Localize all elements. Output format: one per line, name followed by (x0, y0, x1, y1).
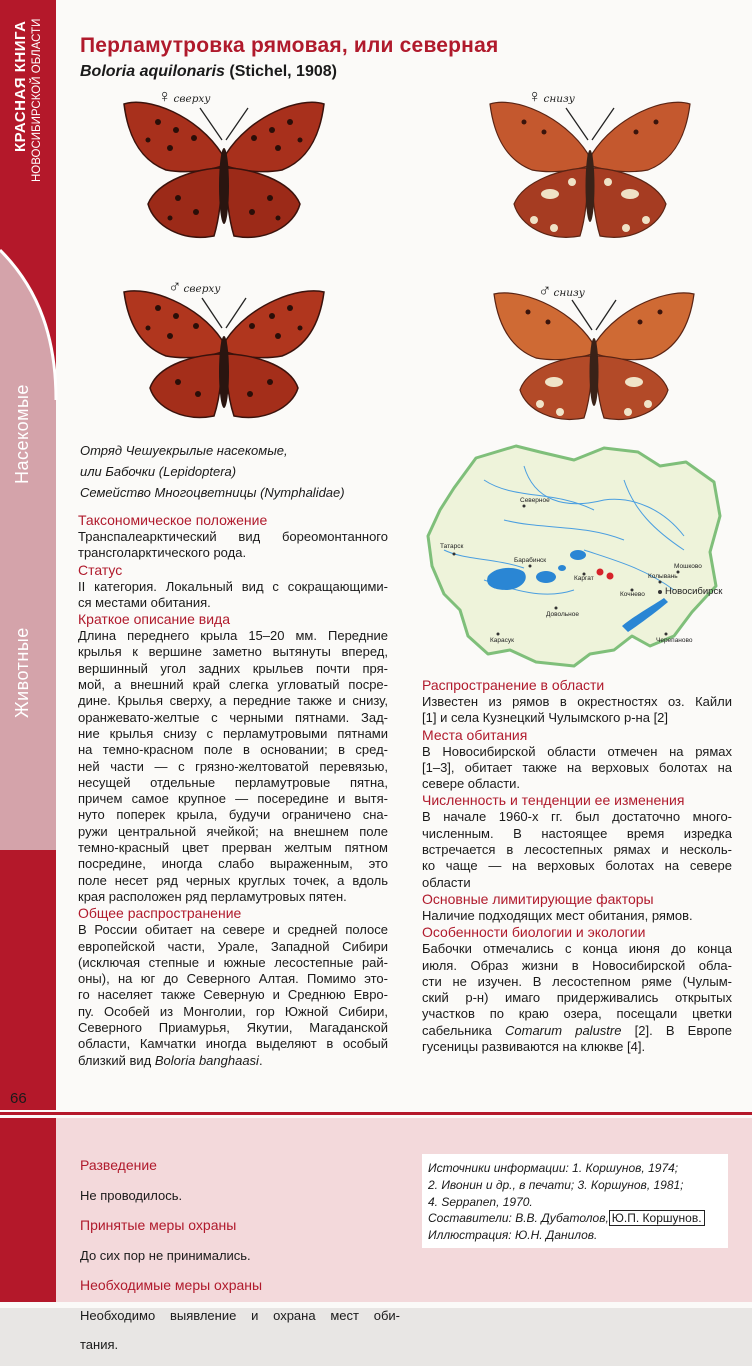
body-line: крылья к вершине заметно вытянуты вперед, (78, 644, 388, 660)
section-heading: Таксономическое положение (78, 512, 268, 528)
map-town: Татарск (440, 543, 464, 550)
figure-label-female-top: ♀ сверху (158, 86, 211, 106)
section-heading: Разведение (80, 1157, 157, 1173)
page-number: 66 (10, 1090, 27, 1107)
sources-box (422, 1154, 728, 1248)
taxonomy-line: Семейство Многоцветницы (Nymphalidae) (80, 485, 345, 500)
body-line: [1–3], обитает также на верховых болотах на (422, 759, 732, 775)
body-line: Известен из рямов в окрестностях оз. Кайли (422, 694, 732, 709)
body-line: Длина переднего крыла 15–20 мм. Передние (78, 628, 388, 644)
body-line: края расположен ряд перламутровых пятен. (78, 888, 347, 904)
body-line: Транспалеарктический вид бореомонтанного (78, 529, 388, 544)
section-heading: Необходимые меры охраны (80, 1277, 263, 1293)
body-line: июля. Образ жизни в Новосибирской обла- (422, 957, 732, 973)
body-line: Наличие подходящих мест обитания, рямов. (422, 907, 693, 923)
body-line: (исключая степные и южные лесостепные рай- (78, 954, 388, 970)
section-heading: Статус (78, 561, 123, 578)
body-line: встречается в лесостепных рямах и несколь- (422, 842, 732, 858)
kingdom-label: Животные (12, 627, 32, 718)
bottom-divider (0, 1112, 752, 1115)
species-latin-name (80, 63, 337, 81)
section-heading: Принятые меры охраны (80, 1217, 237, 1233)
body-line: В начале 1960-х гг. был достаточно много- (422, 809, 732, 825)
body-line: оранжевато-желтые с черными пятнами. Зад- (78, 709, 388, 725)
figure-label-male-top: ♂ сверху (168, 276, 221, 296)
book-title: КРАСНАЯ КНИГА (12, 20, 29, 152)
section-heading: Краткое описание вида (78, 611, 230, 628)
body-line: ние крылья снизу с перламутровыми пятнами (78, 725, 388, 741)
body-line: близкий вид Boloria banghaasi. (78, 1052, 263, 1068)
body-line: Необходимо выявление и охрана мест оби- (80, 1308, 400, 1323)
section-heading: Особенности биологии и экологии (422, 924, 646, 941)
body-line: посредине, иногда слабо выраженным, это (78, 856, 388, 872)
book-region: НОВОСИБИРСКОЙ ОБЛАСТИ (31, 18, 43, 182)
map-town: Кочнево (620, 591, 645, 598)
butterfly-male-upperside (118, 286, 330, 426)
body-line: В Новосибирской области отмечен на рямах (422, 743, 732, 759)
body-line: гусеницы развиваются на клюкве [4]. (422, 1039, 646, 1055)
left-text-column (78, 512, 388, 1069)
map-town: Черепаново (656, 637, 693, 644)
body-line: нуто поперек крыла, будучи ограничено сна- (78, 807, 388, 823)
body-line: Не проводилось. (80, 1188, 183, 1203)
section-heading: Места обитания (422, 726, 528, 743)
map-town: Северное (520, 497, 550, 504)
body-line: области (422, 874, 471, 890)
map-town: Каргат (574, 575, 594, 582)
section-heading: Численность и тенденции ее изменения (422, 792, 685, 809)
bottom-side-band (0, 1118, 56, 1302)
body-line: несущей отдельные перламутровые пятна, (78, 774, 388, 790)
body-line: поле несет ряд черных круглых точек, а вдоль (78, 872, 388, 888)
map-town: Довольное (546, 611, 579, 618)
compiler-boxed: Ю.П. Коршунов. (609, 1210, 705, 1226)
section-label: Насекомые (12, 384, 32, 484)
compilers-line: Составители: В.В. Дубатолов, Ю.П. Коршунов. (428, 1210, 722, 1227)
body-line: тания. (80, 1337, 119, 1352)
body-line: севере области. (422, 776, 521, 792)
species-title: Перламутровка рямовая, или северная (80, 34, 499, 57)
body-line: оны), на юг до Северного Алтая. Помимо это- (78, 971, 388, 987)
figure-label-female-bottom: ♀ снизу (528, 86, 575, 106)
body-line: европейской части, Урале, Западной Сибири (78, 938, 388, 954)
latin-author: (Stichel, 1908) (229, 63, 337, 80)
map-town: Барабинск (514, 557, 547, 564)
body-line: трансголарктического рода. (78, 545, 247, 561)
body-line: причем самое крупное — посередине и вытя- (78, 791, 388, 807)
section-heading: Основные лимитирующие факторы (422, 890, 654, 907)
sources-line: 2. Ивонин и др., в печати; 3. Коршунов, 1981; (428, 1177, 684, 1192)
body-line: сабельника Comarum palustre [2]. В Европе (422, 1022, 732, 1038)
body-line: ней части — с грязно-желтоватой перевязью, (78, 758, 388, 774)
taxonomy-line: Отряд Чешуекрылые насекомые, (80, 443, 288, 458)
body-line: участков по краю озера, посещали цветки (422, 1006, 732, 1022)
body-line: го населяет также Северную и Среднюю Евро- (78, 987, 388, 1003)
map-town: Карасук (490, 637, 514, 644)
illustration-line: Иллюстрация: Ю.Н. Данилов. (428, 1228, 598, 1243)
taxonomy-line: или Бабочки (Lepidoptera) (80, 464, 237, 479)
section-heading: Общее распространение (78, 905, 242, 922)
body-line: на темно-красном поле в основании; в сред- (78, 742, 388, 758)
body-line: ружи центральной ячейкой; на внешнем поле (78, 823, 388, 839)
butterfly-male-underside (488, 288, 700, 428)
figure-label-male-bottom: ♂ снизу (538, 280, 585, 300)
body-line: Северного Приамурья, Якутии, Магаданской (78, 1020, 388, 1036)
sources-line: 4. Seppanen, 1970. (428, 1194, 533, 1209)
section-heading: Распространение в области (422, 677, 605, 693)
right-text-column (422, 677, 732, 1055)
map-town: Новосибирск (665, 586, 723, 597)
body-line: области, Камчатки иногда выделяют в особый (78, 1036, 388, 1052)
body-line: Бабочки отмечались с конца июня до конца (422, 941, 732, 957)
butterfly-female-underside (484, 96, 696, 246)
body-line: [1] и села Кузнецкий Чулымского р-на [2] (422, 710, 669, 726)
sources-line: Источники информации: 1. Коршунов, 1974; (428, 1161, 679, 1175)
body-line: ся местами обитания. (78, 594, 211, 610)
map-town: Колывань (648, 573, 678, 580)
butterfly-female-upperside (118, 96, 330, 246)
taxonomy-block (80, 440, 345, 503)
body-line: ский р-н) имаго придерживались открытых (422, 990, 732, 1006)
body-line: сти не изучен. В лесостепном ряме (Чулым- (422, 973, 732, 989)
body-line: ко чаще — на верховых болотах на севере (422, 858, 732, 874)
body-line: мой, а внешний край слегка угловатый посре- (78, 677, 388, 693)
body-line: вершинный угол задних крыльев почти пря- (78, 660, 388, 676)
body-line: темно-красный цвет прерван желтым пятном (78, 840, 388, 856)
map-town: Мошково (674, 563, 702, 570)
body-line: пу. Особей из Монголии, гор Южной Сибири, (78, 1003, 388, 1019)
body-line: дине. Крылья сверху, а передние также и снизу, (78, 693, 388, 709)
latin-binomial: Boloria aquilonaris (80, 63, 225, 80)
body-line: II категория. Локальный вид с сокращающими- (78, 578, 388, 594)
body-line: В России обитает на севере и средней полосе (78, 922, 388, 938)
body-line: До сих пор не принимались. (80, 1248, 251, 1263)
body-line: численным. В настоящее время изредка (422, 825, 732, 841)
conservation-block (80, 1154, 400, 1366)
distribution-map (424, 440, 724, 672)
